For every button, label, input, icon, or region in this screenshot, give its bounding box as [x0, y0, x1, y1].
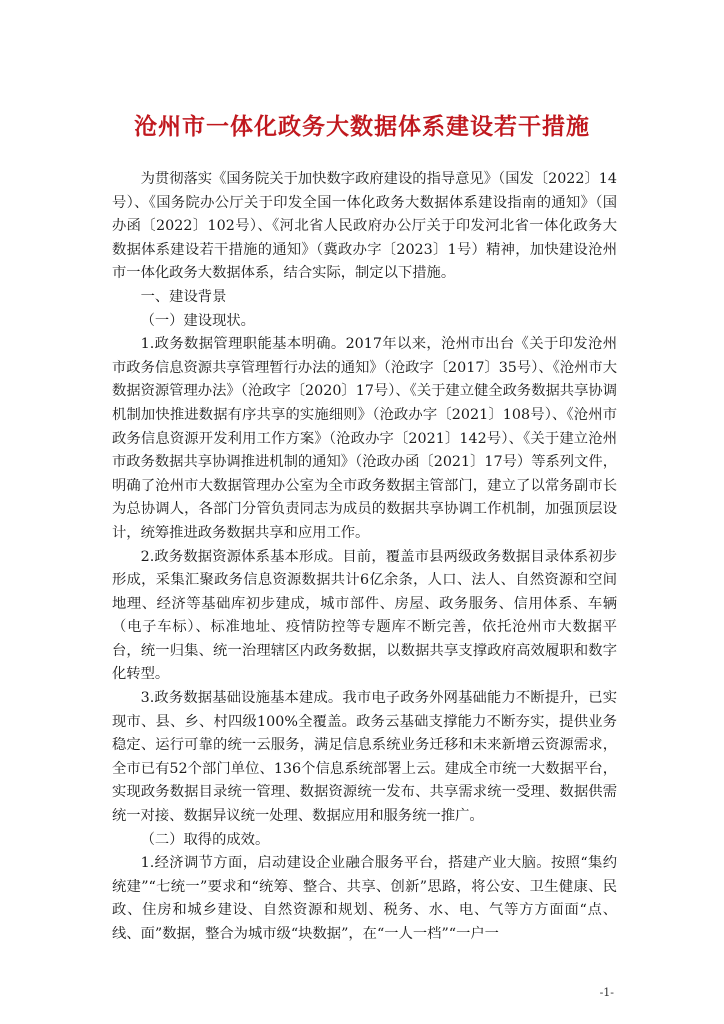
section-heading: 一、建设背景: [140, 288, 227, 305]
intro-paragraph: 为贯彻落实《国务院关于加快数字政府建设的指导意见》（国发〔2022〕14号）、《国务院办公厅关于印发全国一体化政务大数据体系建设指南的通知》（国办函〔2022〕102号）、《河北省人民政府办公厅关于印发河北省一体化政务大数据体系建设若干措施的通知》（冀政办字〔2023〕1号）精神，加快建设沧州市一体化政务大数据体系，结合实际，制定以下措施。: [112, 171, 617, 282]
body-paragraph: 3.政务数据基础设施基本建成。我市电子政务外网基础能力不断提升，已实现市、县、乡、村四级100%全覆盖。政务云基础支撑能力不断夯实，提供业务稳定、运行可靠的统一云服务，满足信息系统业务迁移和未来新增云资源需求，全市已有52个部门单位、136个信息系统部署上云。建成全市统一大数据平台，实现政务数据目录统一管理、数据资源统一发布、共享需求统一受理、数据供需统一对接、数据异议统一处理、数据应用和服务统一推广。: [112, 690, 617, 825]
body-paragraph: 2.政务数据资源体系基本形成。目前，覆盖市县两级政务数据目录体系初步形成，采集汇聚政务信息资源数据共计6亿余条，人口、法人、自然资源和空间地理、经济等基础库初步建成，城市部件、房屋、政务服务、信用体系、车辆（电子车标）、标准地址、疫情防控等专题库不断完善，依托沧州市大数据平台，统一归集、统一治理辖区内政务数据，以数据共享支撑政府高效履职和数字化转型。: [112, 548, 617, 683]
subsection-heading: （一）建设现状。: [140, 312, 255, 329]
page-number: -1-: [599, 986, 614, 999]
subsection-heading: （二）取得的成效。: [140, 831, 270, 848]
body-paragraph: 1.政务数据管理职能基本明确。2017年以来，沧州市出台《关于印发沧州市政务信息资源共享管理暂行办法的通知》（沧政字〔2017〕35号）、《沧州市大数据资源管理办法》（沧政字〔2020〕17号）、《关于建立健全政务数据共享协调机制加快推进数据有序共享的实施细则》（沧政办字〔2021〕108号）、《沧州市政务信息资源开发利用工作方案》（沧政办字〔2021〕142号）、《关于建立沧州市政务数据共享协调推进机制的通知》（沧政办函〔2021〕17号）等系列文件，明确了沧州市大数据管理办公室为全市政务数据主管部门，建立了以常务副市长为总协调人，各部门分管负责同志为成员的数据共享协调工作机制，加强顶层设计，统筹推进政务数据共享和应用工作。: [112, 336, 617, 541]
body-paragraph: 1.经济调节方面，启动建设企业融合服务平台，搭建产业大脑。按照“集约统建”“七统一”要求和“统筹、整合、共享、创新”思路，将公安、卫生健康、民政、住房和城乡建设、自然资源和规划、税务、水、电、气等方方面面“点、线、面”数据，整合为城市级“块数据”，在“一人一档”“一户一: [112, 855, 617, 942]
document-body: [112, 168, 617, 947]
document-title: 沧州市一体化政务大数据体系建设若干措施: [134, 114, 590, 140]
